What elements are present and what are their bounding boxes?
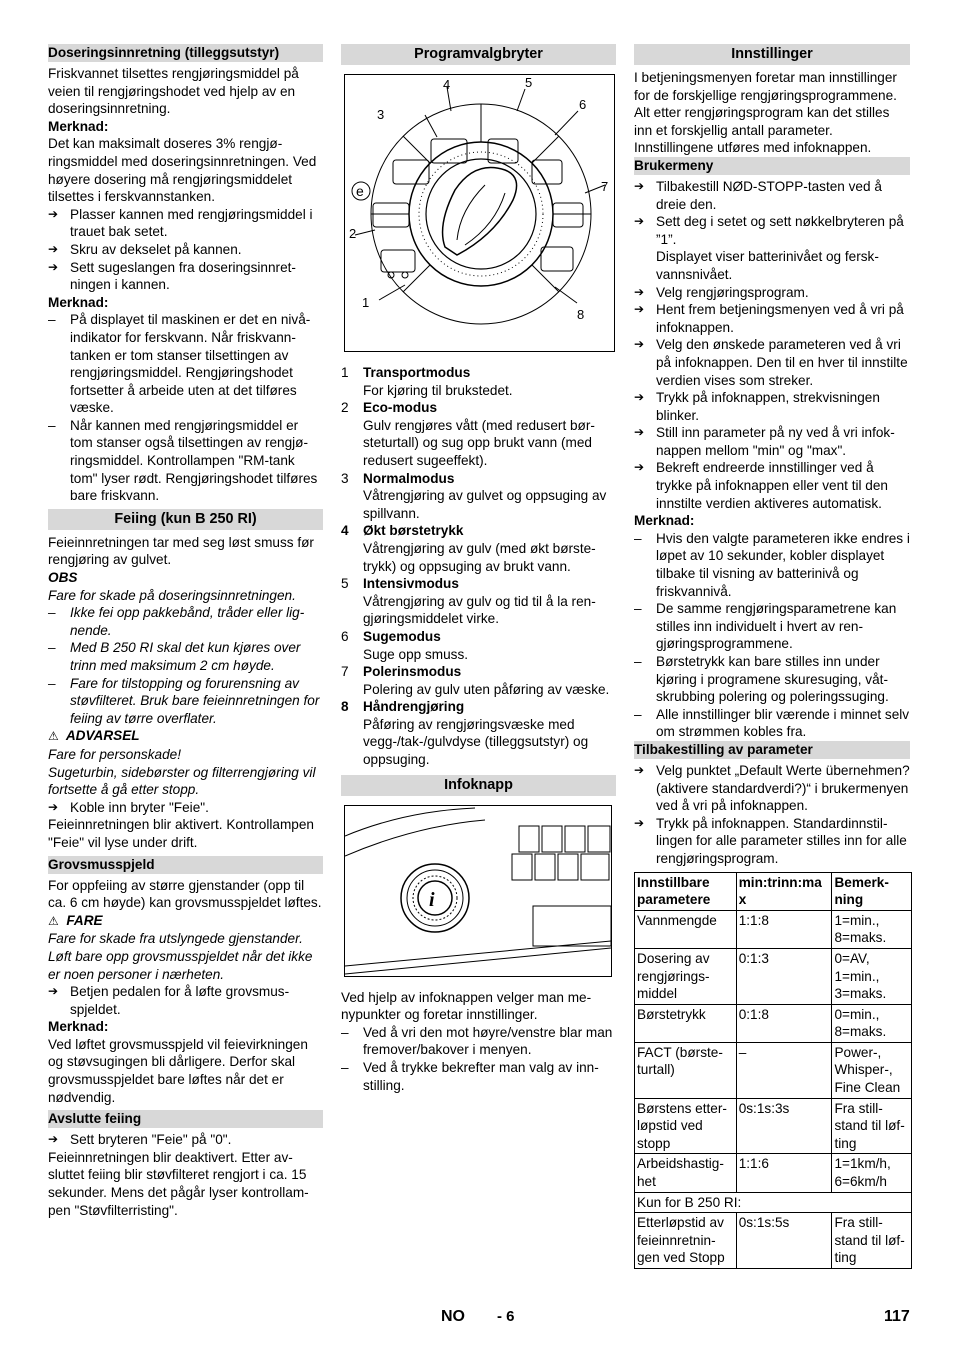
list-item: 2 Eco-modus Gulv rengjøres vått (med redusert børsteturtall) og sug opp brukt vann (med redusert sugeeffekt). [341, 400, 595, 468]
flap-text: For oppfeiing av større gjenstander (opp til ca. 6 cm høyde) kan grovsmusspjeldet løftes. [48, 877, 322, 911]
note-item: – Hvis den valgte parameteren ikke endres i løpet av 10 sekunder, kobler displayet tilbake til visning av batterinivå og friskvannivå. [634, 530, 910, 600]
footer-language: NO [441, 1308, 465, 1325]
note-label: Merknad: [48, 294, 109, 310]
table-header-cell: min:trinn:ma x [736, 872, 832, 910]
step-item: ➔ Velg den ønskede parameteren ved å vri på infoknappen. Den til en hver til innstilte verdien vises som streker. [634, 336, 910, 389]
step-item: ➔ Velg rengjøringsprogram. [634, 284, 910, 302]
dial-number: 1 [362, 295, 370, 310]
warning-text: Sugeturbin, sidebørster og filterrengjøring vil fortsette å gå etter stopp. [48, 764, 316, 798]
list-item: 8 Håndrengjøring Påføring av rengjøringsvæske med vegg-/tak-/gulvdyse (tilleggsutstyr) og oppsuging. [341, 699, 589, 768]
table-header-cell: Bemerkning [832, 872, 912, 910]
danger-text: Fare for skade fra utslyngede gjenstander. Løft bare opp grovsmusspjeldet når det ikke er noen personer i nærheten. [48, 931, 313, 982]
page-number: 117 [884, 1308, 910, 1325]
step-item: ➔ Tilbakestill NØD-STOPP-tasten ved å dreie den. [634, 178, 910, 213]
step-item: ➔ Betjen pedalen for å løfte grovsmusspjeldet. [48, 983, 323, 1018]
list-item: 4 Økt børstetrykk Våtrengjøring av gulv (med økt børstetrykk) og oppsuging av brukt vann. [341, 523, 596, 574]
table-header-row [635, 872, 912, 910]
end-heading: Avslutte feiing [48, 1110, 323, 1128]
obs-label: OBS [48, 570, 78, 586]
step-item: ➔ Sett deg i setet og sett nøkkelbryteren på ”1”. [634, 213, 910, 248]
info-item: – Ved å vri den mot høyre/venstre blar man fremover/bakover i menyen. [341, 1024, 616, 1059]
settings-heading: Innstillinger [634, 44, 910, 65]
obs-item: – Ikke fei opp pakkebånd, tråder eller lignende. [48, 604, 323, 639]
dosing-text: Friskvannet tilsettes rengjøringsmiddel på veien til rengjøringshodet ved hjelp av en doseringsinnretning. [48, 66, 299, 117]
flap-heading: Grovsmusspjeld [48, 856, 323, 874]
step-item: ➔ Sett bryteren "Feie" på "0". [48, 1131, 323, 1149]
result-text: Feieinnretningen blir aktivert. Kontrollampen "Feie" vil lyse under drift. [48, 817, 314, 850]
dial-letter: e [356, 183, 364, 199]
program-list [341, 364, 616, 769]
table-row: Dosering av rengjøringsmiddel 0:1:3 0=AV, 1=min., 3=maks. [635, 948, 912, 1004]
danger-label: FARE [66, 912, 103, 928]
step-item: ➔ Hent frem betjeningsmenyen ved å vri på infoknappen. [634, 301, 910, 336]
step-item: ➔ Trykk på infoknappen, strekvisningen blinker. [634, 389, 910, 424]
table-span-row: Kun for B 250 RI: [635, 1192, 912, 1213]
column-middle [341, 44, 616, 1094]
list-item: 1 Transportmodus For kjøring til brukstedet. [341, 365, 513, 398]
parameter-table [634, 872, 912, 1269]
settings-text: I betjeningsmenyen foretar man innstillinger for de forskjellige rengjøringsprogrammene. Alt etter rengjøringsprogram kan det stilles inn et forskjellig antall parameter. Innstillingene utføres med infoknappen. [634, 70, 897, 156]
list-item: 3 Normalmodus Våtrengjøring av gulvet og oppsuging av spillvann. [341, 470, 607, 521]
warning-triangle-icon: ⚠ [48, 729, 59, 744]
step-item: ➔ Sett sugeslangen fra doseringsinnretningen i kannen. [48, 259, 323, 294]
dial-number: 6 [579, 97, 587, 112]
obs-item: – Fare for tilstopping og forurensning av støvfilteret. Bruk bare feieinnretningen for feiing av tørre overflater. [48, 675, 323, 728]
table-row: Arbeidshastighet 1:1:6 1=1km/h, 6=6km/h [635, 1154, 912, 1192]
table-header-cell: Innstillbare parametere [635, 872, 737, 910]
svg-text:i: i [429, 888, 435, 911]
dial-number: 3 [377, 107, 385, 122]
dial-number: 2 [349, 226, 357, 241]
dosing-heading: Doseringsinnretning (tilleggsutstyr) [48, 44, 323, 62]
table-row: FACT (børsteturtall) – Power-, Whisper-, Fine Clean [635, 1042, 912, 1098]
note-item: – Når kannen med rengjøringsmiddel er tom stanser også tilsettingen av rengjøringsmiddel. Kontrollampen "RM-tank tom" lyser rødt. Rengjøringshodet tilføres bare friskvann. [48, 417, 323, 505]
step-item: ➔ Still inn parameter på ny ved å vri infoknappen mellom "min" og "max". [634, 424, 910, 459]
dial-number: 5 [525, 75, 533, 90]
sweep-heading: Feiing (kun B 250 RI) [48, 509, 323, 530]
end-text: Feieinnretningen blir deaktivert. Etter avsluttet feiing blir støvfilteret rengjort i ca. 15 sekunder. Mens det pågår lyser kontrollampen "Støvfilterristing". [48, 1149, 309, 1218]
info-text: Ved hjelp av infoknappen velger man menypunkter og foretar innstillinger. [341, 989, 592, 1023]
info-heading: Infoknapp [341, 775, 616, 796]
column-right [634, 44, 910, 1269]
step-item: ➔ Skru av dekselet på kannen. [48, 241, 323, 259]
note-item: – Børstetrykk kan bare stilles inn under kjøring i programene skuresuging, våtskrubbing polering og poleringssuging. [634, 653, 910, 706]
note-text: Det kan maksimalt doseres 3% rengjøringsmiddel med doseringsinnretningen. Ved høyere dosering må rengjøringsmiddelet tilsettes i ferskvannstanken. [48, 136, 317, 205]
step-item: ➔ Bekreft endreerde innstillinger ved å trykke på infoknappen eller vent til den innstilte verdien aktiveres automatisk. [634, 459, 910, 512]
warning-text: Fare for personskade! [48, 746, 181, 762]
column-left [48, 44, 323, 1219]
note-text: Ved løftet grovsmusspjeld vil feievirkningen og støvsugingen bli dårligere. Derfor skal grovsmusspjeldet bare løftes når det er nødvendig. [48, 1036, 308, 1105]
obs-text: Fare for skade på doseringsinnretningen. [48, 587, 296, 603]
step-item: ➔ Velg punktet „Default Werte übernehmen? (aktivere standardverdi?)“ i brukermenyen ved å vri på infoknappen. [634, 762, 910, 815]
table-row: Vannmengde 1:1:8 1=min., 8=maks. [635, 910, 912, 948]
table-row: Børstetrykk 0:1:8 0=min., 8=maks. [635, 1004, 912, 1042]
note-label: Merknad: [48, 1019, 109, 1035]
info-button-illustration [345, 806, 611, 976]
footer-subpage: - 6 [497, 1308, 515, 1325]
obs-item: – Med B 250 RI skal det kun kjøres over trinn med maksimum 2 cm høyde. [48, 639, 323, 674]
program-selector-figure [344, 74, 615, 352]
info-item: – Ved å trykke bekrefter man valg av innstilling. [341, 1059, 616, 1094]
warning-line [48, 727, 323, 746]
display-text: Displayet viser batterinivået og ferskvannsnivået. [656, 249, 879, 282]
note-label: Merknad: [634, 513, 695, 529]
dial-number: 8 [577, 307, 585, 322]
warning-triangle-icon: ⚠ [48, 913, 59, 928]
list-item: 6 Sugemodus Suge opp smuss. [341, 628, 469, 662]
note-item: – Alle innstillinger blir værende i minnet selv om strømmen kobles fra. [634, 706, 910, 741]
list-item: 5 Intensivmodus Våtrengjøring av gulv og tid til å la rengjøringsmiddelet virke. [341, 576, 596, 627]
table-row: Etterløpstid av feieinnretningen ved Stopp 0s:1s:5s Fra stillstand til løfting [635, 1213, 912, 1269]
info-button-figure [344, 805, 612, 977]
table-row: Børstens etterløpstid ved stopp 0s:1s:3s Fra stillstand til løfting [635, 1098, 912, 1154]
selector-heading: Programvalgbryter [341, 44, 616, 65]
step-item: ➔ Plasser kannen med rengjøringsmiddel i trauet bak setet. [48, 206, 323, 241]
step-item: ➔ Koble inn bryter "Feie". [48, 799, 323, 817]
step-item: ➔ Trykk på infoknappen. Standardinnstillingen for alle parameter stilles inn for alle rengjøringsprogram. [634, 815, 910, 868]
reset-heading: Tilbakestilling av parameter [634, 741, 910, 759]
danger-line [48, 912, 323, 931]
user-menu-heading: Brukermeny [634, 157, 910, 175]
dial-number: 7 [601, 179, 609, 194]
sweep-text: Feieinnretningen tar med seg løst smuss før rengjøring av gulvet. [48, 534, 314, 568]
program-dial-illustration [345, 75, 614, 351]
note-item: – De samme rengjøringsparametrene kan stilles inn individuelt i hvert av rengjøringsprogrammene. [634, 600, 910, 653]
warning-label: ADVARSEL [65, 728, 140, 744]
list-item: 7 Polerinsmodus Polering av gulv uten påføring av væske. [341, 664, 610, 697]
dial-number: 4 [443, 77, 451, 92]
note-label: Merknad: [48, 118, 109, 134]
note-item: – På displayet til maskinen er det en nivåindikator for ferskvann. Når friskvanntanken er tom stanser tilsettingen av rengjøringsmiddel. Rengjøringshodet fortsetter å arbeide uten at det tilføres væske. [48, 311, 323, 417]
